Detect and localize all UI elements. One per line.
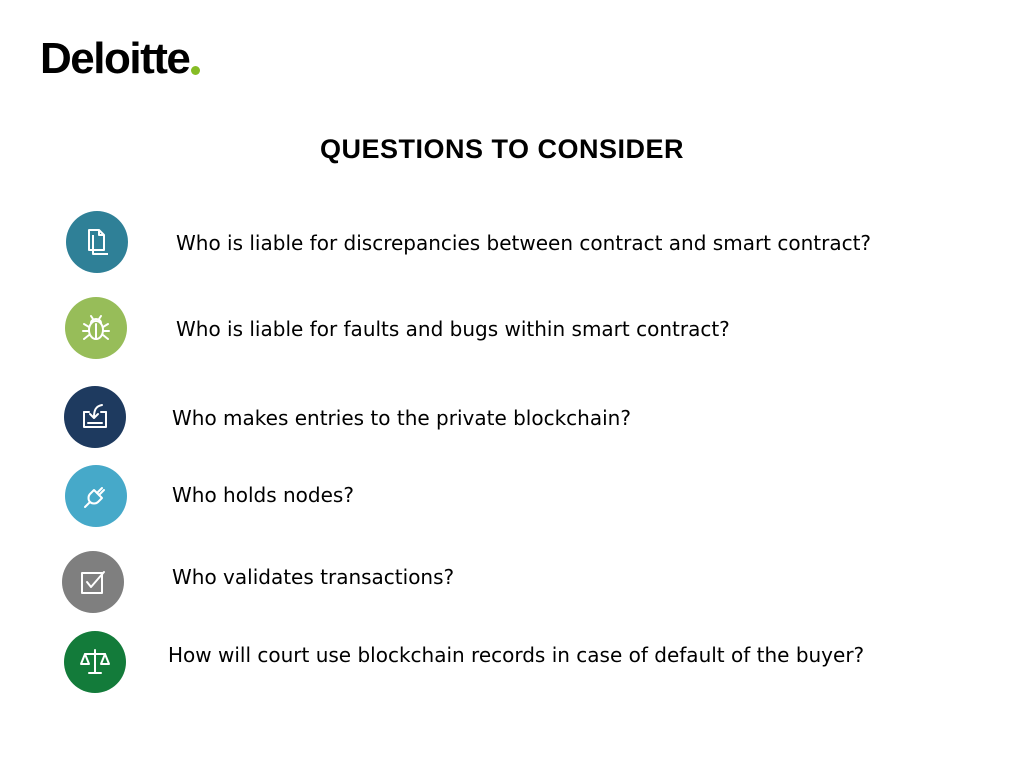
inbox-download-icon — [77, 399, 113, 435]
question-icon-4 — [65, 465, 127, 527]
question-icon-1 — [66, 211, 128, 273]
question-text-6: How will court use blockchain records in case of default of the buyer? — [168, 643, 865, 667]
question-row-1 — [0, 211, 1024, 275]
question-text-4: Who holds nodes? — [172, 483, 354, 507]
question-row-3 — [0, 386, 1024, 450]
question-text-5: Who validates transactions? — [172, 565, 455, 589]
documents-icon — [79, 224, 115, 260]
question-icon-6 — [64, 631, 126, 693]
question-icon-3 — [64, 386, 126, 448]
scales-icon — [77, 644, 113, 680]
page-title: QUESTIONS TO CONSIDER — [319, 134, 685, 164]
plug-icon — [78, 478, 114, 514]
logo-text: Deloitte — [40, 34, 190, 83]
logo-dot — [191, 66, 200, 75]
checkbox-icon — [75, 564, 111, 600]
question-text-3: Who makes entries to the private blockchain? — [172, 406, 631, 430]
question-row-2 — [0, 297, 1024, 361]
deloitte-logo — [40, 34, 200, 84]
question-row-6 — [0, 631, 1024, 695]
question-row-4 — [0, 465, 1024, 529]
question-row-5 — [0, 551, 1024, 615]
question-icon-2 — [65, 297, 127, 359]
bug-icon — [78, 310, 114, 346]
question-icon-5 — [62, 551, 124, 613]
question-text-2: Who is liable for faults and bugs within smart contract? — [176, 317, 730, 341]
question-text-1: Who is liable for discrepancies between contract and smart contract? — [176, 231, 872, 255]
